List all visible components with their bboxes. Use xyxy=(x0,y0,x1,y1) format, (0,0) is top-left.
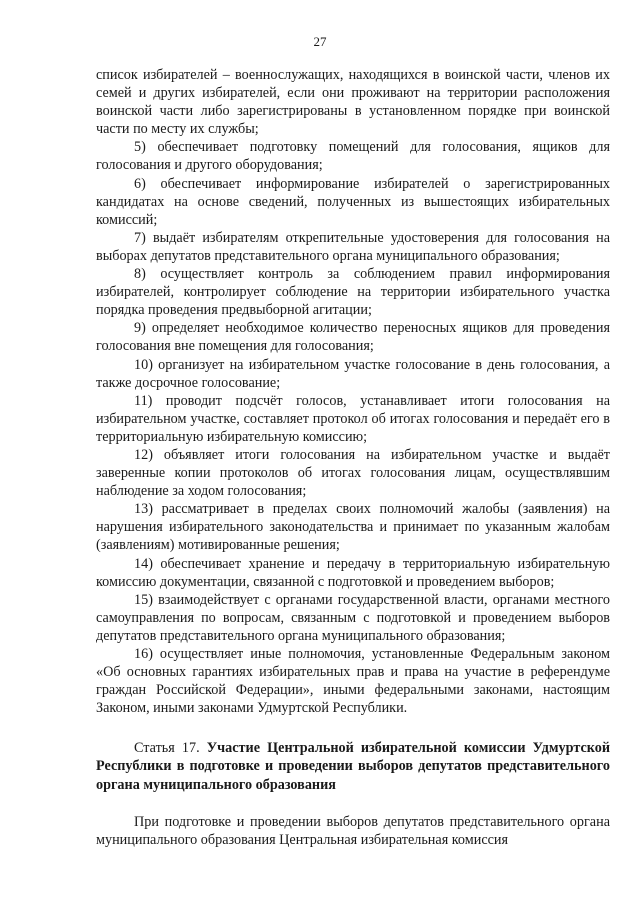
paragraph: 10) организует на избирательном участке голосование в день голосования, а также досрочное голосование; xyxy=(96,356,610,391)
paragraph: 6) обеспечивает информирование избирателей о зарегистрированных кандидатах на основе сведений, полученных из вышестоящих избирательных комиссий; xyxy=(96,175,610,228)
paragraph: 7) выдаёт избирателям открепительные удостоверения для голосования на выборах депутатов представительного органа муниципального образования; xyxy=(96,229,610,264)
paragraph: 14) обеспечивает хранение и передачу в территориальную избирательную комиссию документации, связанной с подготовкой и проведением выборов; xyxy=(96,555,610,590)
page-number: 27 xyxy=(313,34,327,49)
article-title: Участие Центральной избирательной комиссии Удмуртской Республики в подготовке и проведении выборов депутатов представительного органа муниципального образования xyxy=(96,740,611,793)
paragraph: 5) обеспечивает подготовку помещений для голосования, ящиков для голосования и другого оборудования; xyxy=(96,139,610,174)
paragraph: 13) рассматривает в пределах своих полномочий жалобы (заявления) на нарушения избирательного законодательства и принимает по указанным жалобам (заявлениям) мотивированные решения; xyxy=(96,501,610,554)
paragraph: 12) объявляет итоги голосования на избирательном участке и выдаёт заверенные копии протоколов об итогах голосования лицам, осуществлявшим наблюдение за ходом голосования; xyxy=(96,446,610,500)
paragraph: При подготовке и проведении выборов депутатов представительного органа муниципального образования Центральная избирательная комиссия xyxy=(96,813,610,848)
paragraph: 9) определяет необходимое количество переносных ящиков для проведения голосования вне помещения для голосования; xyxy=(96,320,610,355)
paragraph: 16) осуществляет иные полномочия, установленные Федеральным законом «Об основных гарантиях избирательных прав и права на участие в референдуме граждан Российской Федерации», иными федеральными законами, настоящим Законом, иными законами Удмуртской Республики. xyxy=(96,646,610,717)
paragraph: список избирателей – военнослужащих, находящихся в воинской части, членов их семей и других избирателей, если они проживают на территории расположения воинской части либо зарегистрированы в установленном порядке при воинской части по месту их службы; xyxy=(96,67,610,138)
document-body xyxy=(96,66,610,849)
article-label: Статья 17. xyxy=(134,740,200,757)
paragraph: 8) осуществляет контроль за соблюдением правил информирования избирателей, контролирует соблюдение на территории избирательного участка порядка проведения предвыборной агитации; xyxy=(96,266,610,319)
paragraph: 15) взаимодействует с органами государственной власти, органами местного самоуправления по вопросам, связанным с подготовкой и проведением выборов депутатов представительного органа муниципального образования; xyxy=(96,591,610,644)
paragraph: 11) проводит подсчёт голосов, устанавливает итоги голосования на избирательном участке, составляет протокол об итогах голосования и передаёт его в территориальную избирательную комиссию; xyxy=(96,392,610,445)
article-heading xyxy=(96,739,610,793)
